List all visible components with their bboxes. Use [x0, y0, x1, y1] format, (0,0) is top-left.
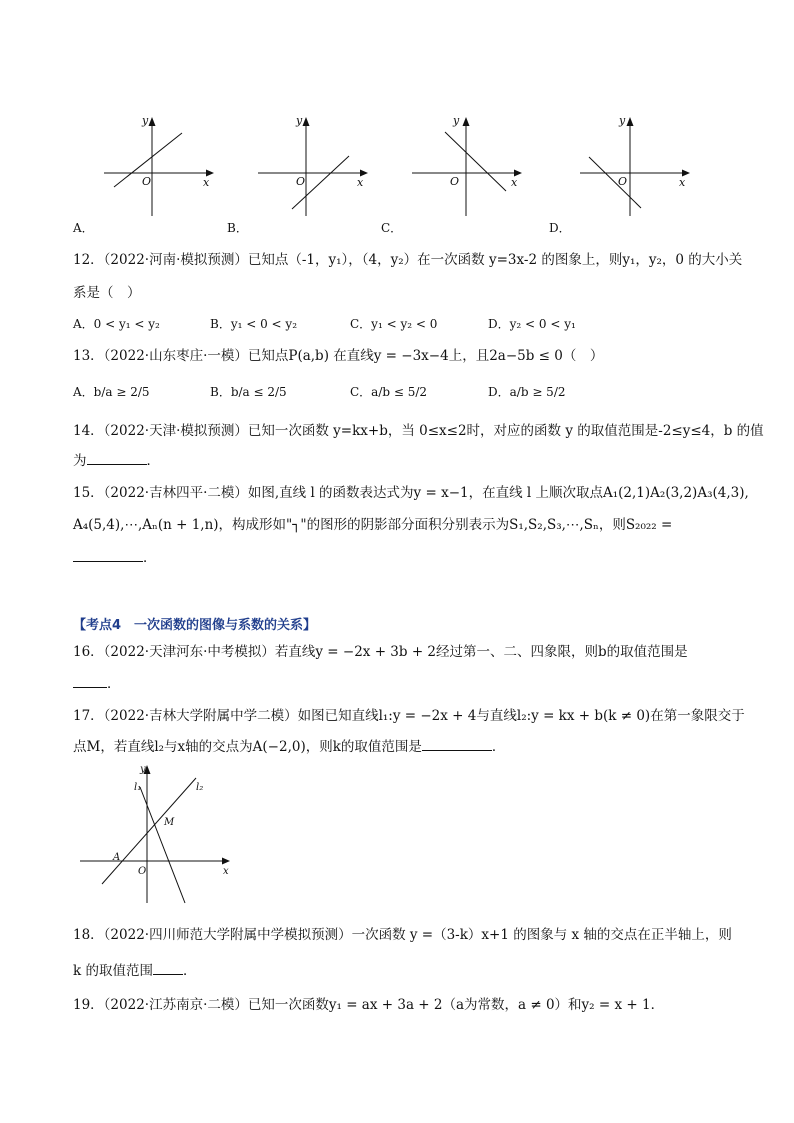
- svg-text:l₁: l₁: [134, 782, 142, 793]
- q14-prefix: 为: [73, 453, 87, 469]
- svg-text:x: x: [203, 176, 210, 189]
- svg-text:O: O: [450, 175, 460, 188]
- question-19-line1: 19．（2022·江苏南京·二模）已知一次函数y₁ = ax + 3a + 2（a为常数，a ≠ 0）和y₂ = x + 1．: [73, 997, 665, 1013]
- svg-text:y: y: [142, 114, 149, 127]
- question-17-line1: 17．（2022·吉林大学附属中学二模）如图已知直线l₁:y = −2x + 4与直线l₂:y = kx + b(k ≠ 0)在第一象限交于: [73, 708, 745, 724]
- question-16-line2: [73, 674, 121, 694]
- question-13-line1: 13．（2022·山东枣庄·一模）已知点P(a,b) 在直线y = −3x−4上，且2a−5b ≤ 0（ ）: [73, 348, 604, 364]
- svg-text:x: x: [223, 866, 229, 877]
- q18-suffix: ．: [182, 963, 197, 979]
- q13-option-d: D．a/b ≥ 5/2: [488, 385, 566, 399]
- question-14-line2: [73, 451, 160, 471]
- q16-answer-blank[interactable]: [73, 687, 107, 688]
- svg-text:y: y: [140, 764, 146, 775]
- q12-option-c: C．y₁ < y₂ < 0: [350, 317, 438, 331]
- q17-prefix: 点M，若直线l₂与x轴的交点为A(−2,0)，则k的取值范围是: [73, 739, 422, 755]
- svg-text:x: x: [357, 176, 364, 189]
- svg-text:A: A: [113, 852, 121, 863]
- question-17-line2: [73, 737, 505, 757]
- q12-option-d: D．y₂ < 0 < y₁: [488, 317, 576, 331]
- question-18-line2: [73, 961, 196, 981]
- q12-option-b: B．y₁ < 0 < y₂: [210, 317, 298, 331]
- q14-suffix: ．: [146, 453, 160, 469]
- graph-option-a: [100, 112, 220, 220]
- q16-suffix: ．: [107, 676, 121, 692]
- svg-text:O: O: [138, 866, 147, 877]
- q13-option-c: C．a/b ≤ 5/2: [350, 385, 428, 399]
- question-16-line1: 16．（2022·天津河东·中考模拟）若直线y = −2x + 3b + 2经过第一、二、四象限，则b的取值范围是: [73, 644, 688, 660]
- svg-text:O: O: [296, 175, 306, 188]
- graph-option-c: [408, 112, 528, 220]
- svg-text:l₂: l₂: [196, 782, 204, 793]
- svg-text:y: y: [296, 114, 303, 127]
- graph-option-d: [576, 112, 696, 220]
- graph-option-b: [254, 112, 374, 220]
- question-15-line2: A₄(5,4),⋯,Aₙ(n + 1,n)，构成形如"┐"的图形的阴影部分面积分别表示为S₁,S₂,S₃,⋯,Sₙ，则S₂₀₂₂ =: [73, 517, 673, 533]
- question-15-line1: 15．（2022·吉林四平·二模）如图,直线 l 的函数表达式为y = x−1，在直线 l 上顺次取点A₁(2,1)A₂(3,2)A₃(4,3),: [73, 485, 749, 501]
- q13-option-a: A．b/a ≥ 2/5: [73, 385, 150, 399]
- svg-text:O: O: [618, 175, 628, 188]
- option-a-label: A．: [73, 221, 94, 235]
- q17-answer-blank[interactable]: [422, 750, 492, 751]
- figure-q17: [78, 760, 238, 906]
- question-14-line1: 14．（2022·天津·模拟预测）已知一次函数 y=kx+b，当 0≤x≤2时，对应的函数 y 的取值范围是-2≤y≤4，b 的值: [73, 423, 764, 439]
- option-b-label: B．: [227, 221, 248, 235]
- svg-text:M: M: [164, 817, 175, 828]
- q14-answer-blank[interactable]: [87, 464, 147, 465]
- q12-option-a: A．0 < y₁ < y₂: [73, 317, 160, 331]
- svg-text:x: x: [679, 176, 686, 189]
- svg-text:y: y: [453, 114, 460, 127]
- q13-option-b: B．b/a ≤ 2/5: [210, 385, 287, 399]
- q15-suffix: ．: [143, 550, 157, 566]
- svg-text:x: x: [511, 176, 518, 189]
- q18-prefix: k 的取值范围: [73, 963, 153, 979]
- svg-text:O: O: [142, 175, 152, 188]
- option-c-label: C．: [381, 221, 403, 235]
- section-title: 【考点4 一次函数的图像与系数的关系】: [73, 618, 317, 633]
- q18-answer-blank[interactable]: [153, 974, 183, 975]
- question-12-line2: 系是（ ）: [73, 285, 141, 301]
- q15-answer-blank[interactable]: [73, 561, 143, 562]
- q17-suffix: ．: [491, 739, 506, 755]
- question-18-line1: 18．（2022·四川师范大学附属中学模拟预测）一次函数 y =（3-k）x+1 的图象与 x 轴的交点在正半轴上，则: [73, 927, 732, 943]
- question-15-line3: [73, 548, 157, 568]
- svg-text:y: y: [619, 114, 626, 127]
- option-d-label: D．: [549, 221, 571, 235]
- question-12-line1: 12．（2022·河南·模拟预测）已知点（-1，y₁），（4，y₂）在一次函数 y=3x-2 的图象上，则y₁，y₂，0 的大小关: [73, 252, 743, 268]
